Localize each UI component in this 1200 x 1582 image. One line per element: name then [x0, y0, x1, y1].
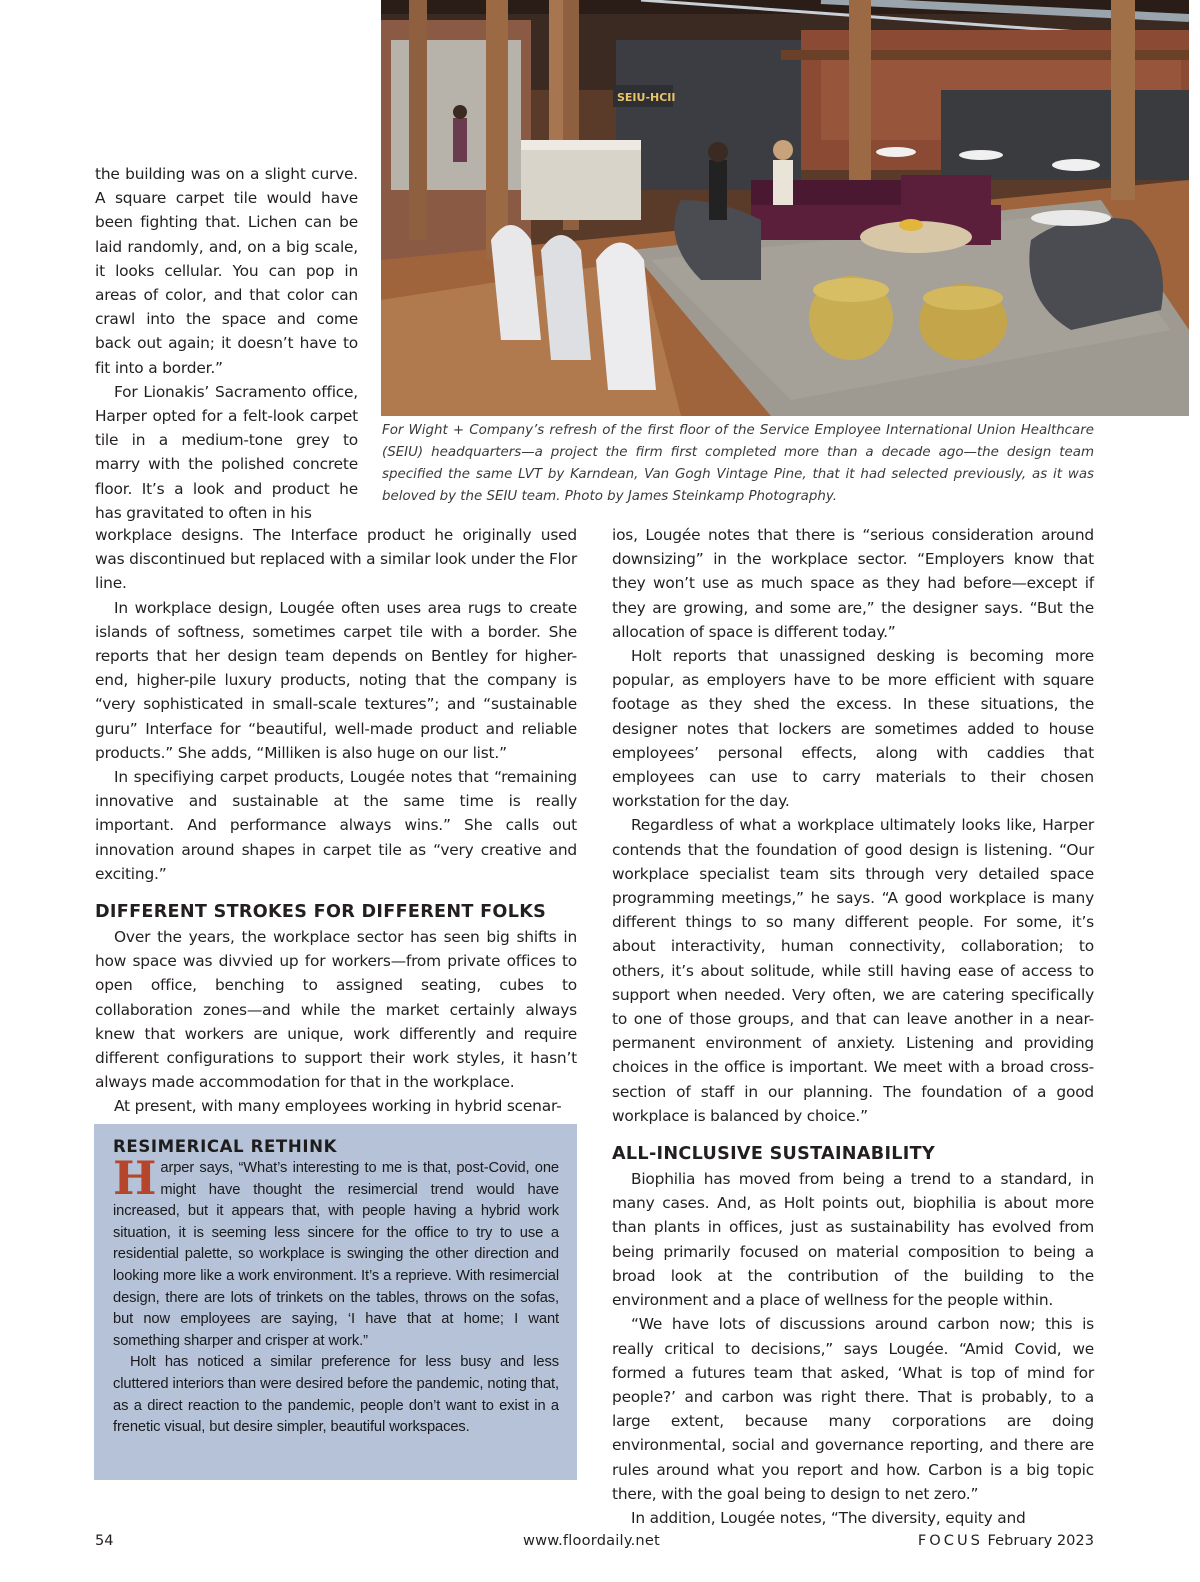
photo-illustration: [381, 0, 1189, 416]
magazine-name: FOCUS: [917, 1532, 983, 1549]
issue-label: [918, 1532, 1094, 1549]
paragraph: At present, with many employees working in hybrid scenar-: [114, 1097, 562, 1116]
paragraph: Regardless of what a workplace ultimately looks like, Harper contends that the foundation of good design is listening. “Our workplace specialist team sits through very detailed space programming meetings,” he says. “A good workplace is many different things to so many different people. For some, it’s about interactivity, human connectivity, collaboration; to others, it’s about solitude, while still having ease of access to support when needed. Very often, we are catering specifically to one of those groups, and that can leave another in a near-permanent environment of anxiety. Listening and providing choices in the office is important. We meet with a broad cross-section of staff in our planning. The foundation of a good workplace is balanced by choice.”: [612, 816, 1094, 1125]
paragraph: “We have lots of discussions around carbon now; this is really critical to decisions,” says Lougée. “Amid Covid, we formed a futures team that asked, ‘What is top of mind for people?’ and carbon was right there. That is probably, to a large extent, because many corporations are doing environmental, social and governance reporting, and there are rules around what you report and how. Carbon is a big topic there, with the goal being to design to net zero.”: [612, 1315, 1094, 1503]
page-number: 54: [95, 1532, 114, 1549]
sidebar-box: [94, 1124, 577, 1480]
paragraph: the building was on a slight curve. A square carpet tile would have been fighting that. Lichen can be laid randomly, and, on a big scale, it looks cellular. You can pop in areas of color, and that color can crawl into the space and come back out again; it doesn’t have to fit into a border.”: [95, 165, 358, 377]
office-lounge-photo: [381, 0, 1189, 416]
sidebar-paragraph: Holt has noticed a similar preference for less busy and less cluttered interiors than were desired before the pandemic, noting that, as a direct reaction to the pandemic, people don’t want to exist in a frenetic visual, but desire simpler, beautiful workspaces.: [113, 1354, 559, 1436]
paragraph: In workplace design, Lougée often uses area rugs to create islands of softness, sometimes carpet tile with a border. She reports that her design team depends on Bentley for higher-end, higher-pile luxury products, noting that the company is “very sophisticated in small-scale textures”; and “sustainable guru” Interface for “beautiful, well-made product and reliable products.” She adds, “Milliken is also huge on our list.”: [95, 598, 577, 762]
photo-caption: For Wight + Company’s refresh of the first floor of the Service Employee International Union Healthcare (SEIU) headquarters—a project the firm first completed more than a decade ago—the design team specified the same LVT by Karndean, Van Gogh Vintage Pine, that it had selected previously, as it was beloved by the SEIU team. Photo by James Steinkamp Photography.: [382, 423, 1094, 504]
section-heading: ALL-INCLUSIVE SUSTAINABILITY: [612, 1144, 935, 1165]
paragraph: Over the years, the workplace sector has seen big shifts in how space was divvied up for workers—from private offices to open office, benching to assigned seating, cubes to collaboration zones—and while the market certainly always knew that workers are unique, work differently and require different configurations to support their work styles, it hasn’t always made accommodation for that in the workplace.: [95, 928, 577, 1092]
paragraph: Biophilia has moved from being a trend to a standard, in many cases. And, as Holt points out, biophilia is about more than plants in offices, just as sustainability has evolved from being primarily focused on material composition to being a broad look at the contribution of the building to the environment and a place of wellness for the people within.: [612, 1170, 1094, 1310]
sidebar-title: RESIMERICAL RETHINK: [113, 1137, 338, 1156]
left-column-top: [95, 162, 358, 525]
paragraph: workplace designs. The Interface product he originally used was discontinued but replaced with a similar look under the Flor line.: [95, 526, 578, 593]
paragraph: In addition, Lougée notes, “The diversity, equity and: [631, 1508, 1026, 1527]
paragraph: Holt reports that unassigned desking is becoming more popular, as employers have to be more efficient with square footage as they shed the excess. In these situations, the designer notes that lockers are sometimes added to house employees’ personal effects, along with caddies that employees can use to carry materials to their chosen workstation for the day.: [612, 647, 1094, 811]
left-column: [95, 523, 577, 1119]
right-column: [612, 523, 1094, 1530]
sidebar-text: [113, 1151, 559, 1439]
sidebar-paragraph: [113, 1151, 559, 1352]
website-link[interactable]: www.floordaily.net: [523, 1532, 660, 1549]
issue-date: February 2023: [987, 1532, 1094, 1549]
sidebar-paragraph-text: arper says, “What’s interesting to me is that, post-Covid, one might have thought the resimercial trend would have increased, but it appears that, with people having a hybrid work situation, it is seeming less sincere for the office to try to use a residential palette, so workplace is swinging the other direction and looking more like a work environment. It’s a reprieve. With resimercial design, there are lots of trinkets on the tables, throws on the sofas, but now employees are saying, ‘I have that at home; I want something sharper and crisper at work.”: [113, 1160, 559, 1349]
section-heading: DIFFERENT STROKES FOR DIFFERENT FOLKS: [95, 902, 547, 923]
paragraph: In specifiying carpet products, Lougée notes that “remaining innovative and sustainable at the same time is really important. And performance always wins.” She calls out innovation around shapes in carpet tile as “very creative and exciting.”: [95, 768, 577, 883]
paragraph: ios, Lougée notes that there is “serious consideration around downsizing” in the workplace sector. “Employers know that they won’t use as much space as they had before—except if they are growing, and some are,” the designer says. “But the allocation of space is different today.”: [612, 526, 1094, 641]
paragraph: For Lionakis’ Sacramento office, Harper opted for a felt-look carpet tile in a medium-tone grey to marry with the polished concrete floor. It’s a look and product he has gravitated to often in his: [95, 382, 358, 522]
photo-sign-text: SEIU-HCII: [617, 91, 676, 104]
drop-cap: H: [113, 1151, 157, 1205]
